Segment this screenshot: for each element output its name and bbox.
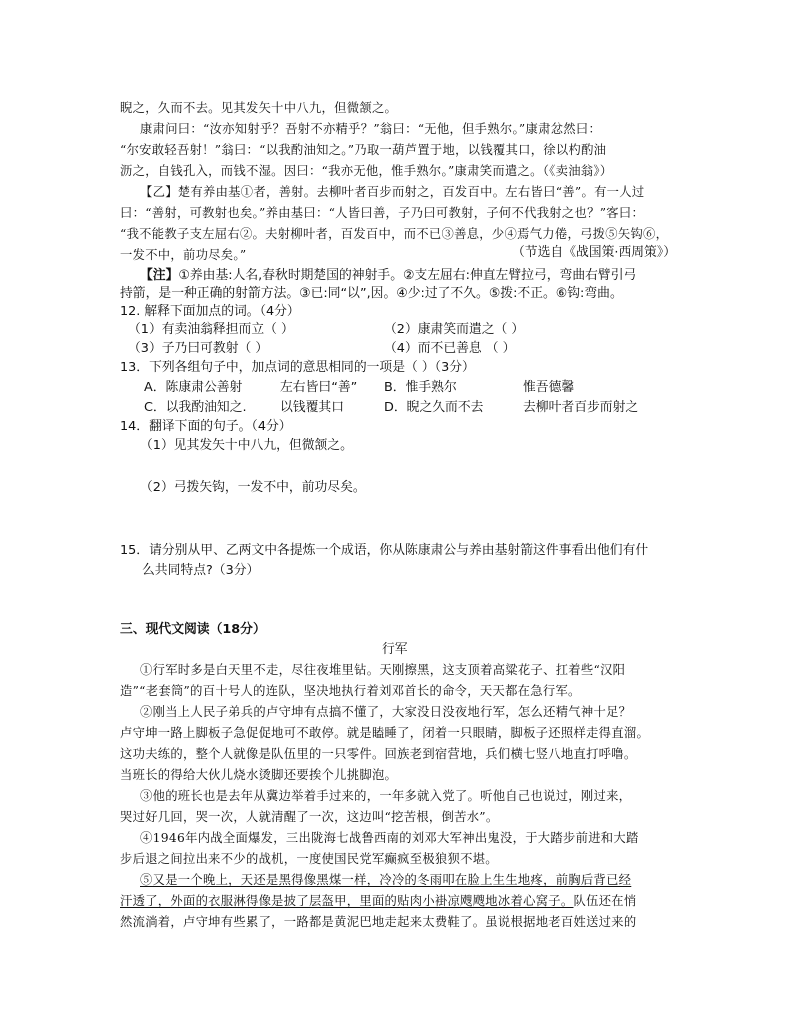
q12-item4: （4）而不已善息 （ ）: [384, 341, 516, 356]
q12-item3: （3）子乃曰可教射（ ）: [128, 341, 269, 356]
q13-option-b1: B．惟手熟尔: [384, 380, 457, 395]
q12-stem: 12. 解释下面加点的词。（4分）: [120, 304, 300, 319]
q13-option-c1: C．以我酌油知之.: [144, 400, 247, 415]
q13-stem: 13．下列各组句子中，加点词的意思相同的一项是（ ）（3分）: [120, 360, 475, 375]
article-title: 行军: [382, 642, 408, 657]
q14-stem: 14．翻译下面的句子。（4分）: [120, 419, 292, 434]
yi-passage-line2: 曰：“善射，可教射也矣。”养由基曰：“人皆曰善，子乃曰可教射，子何不代我射之也？”客曰：: [120, 206, 645, 220]
yi-passage-line3: “我不能教子支左屈右②。夫射柳叶者，百发百中，而不已③善息，少④焉气力倦，弓拨⑤矢钩⑥，: [120, 227, 669, 241]
article-p2-line2: 卢守坤一路上脚板子急促促地可不敢停。就是瞌睡了，闭着一只眼睛，脚板子还照样走得直溜。: [120, 726, 650, 740]
annotation-line1: [140, 268, 636, 284]
q13-option-d2: 去柳叶者百步而射之: [523, 400, 639, 415]
article-p5-line1: [140, 872, 631, 888]
section3-heading: 三、现代文阅读（18分）: [120, 622, 266, 637]
article-p5-line2: [120, 893, 637, 909]
article-p5-line3: 然流淌着，卢守坤有些累了，一路都是黄泥巴地走起来太费鞋了。虽说根据地老百姓送过来的: [120, 915, 637, 929]
yi-passage-line1: 【乙】楚有养由基①者，善射。去柳叶者百步而射之，百发百中。左右皆曰“善”。有一人过: [140, 185, 645, 199]
article-p2-line1: ②刚当上人民子弟兵的卢守坤有点搞不懂了，大家没日没夜地行军，怎么还精气神十足？: [140, 705, 632, 719]
yi-passage-line4: 一发不中，前功尽矣。”: [120, 248, 247, 262]
q13-option-a2: 左右皆曰“善”: [280, 380, 358, 395]
annotation-label: 【注】: [140, 268, 179, 283]
classical-p1: 睨之，久而不去。见其发矢十中八九，但微颔之。: [120, 101, 398, 115]
classical-p2-line1: 康肃问曰：“汝亦知射乎？吾射不亦精乎？”翁曰：“无他，但手熟尔。”康肃忿然曰：: [140, 122, 602, 136]
q13-option-d1: D．睨之久而不去: [384, 400, 484, 415]
article-p1-line2: 造”“老套筒”的百十号人的连队，坚决地执行着刘邓首长的命令，天天都在急行军。: [120, 684, 581, 698]
q15-line2: 么共同特点?（3分）: [142, 563, 260, 578]
article-p2-line3: 这功夫练的，整个人就像是队伍里的一只零件。回族老到宿营地，兵们横七竖八地直打呼噜。: [120, 747, 637, 761]
classical-p2-line2: “尔安敢轻吾射！”翁曰：“以我酌油知之。”乃取一葫芦置于地，以钱覆其口，徐以杓酌油: [120, 143, 607, 157]
q14-sentence1: （1）见其发矢十中八九，但微颔之。: [140, 438, 353, 453]
q14-sentence2: （2）弓拨矢钩，一发不中，前功尽矣。: [140, 480, 366, 495]
q12-item1: （1）有卖油翁释担而立（ ）: [128, 322, 294, 337]
annotation-text1: ①养由基:人名,春秋时期楚国的神射手。②支左屈右:伸直左臂拉弓，弯曲右臂引弓: [178, 268, 637, 283]
q13-option-a1: A．陈康肃公善射: [144, 380, 243, 395]
annotation-line2: 持箭，是一种正确的射箭方法。③已:同“以”,因。④少:过了不久。⑤拨:不正。⑥钩:弯曲。: [120, 286, 623, 301]
q13-option-c2: 以钱覆其口: [280, 400, 344, 415]
article-p4-line2: 步后退之间拉出来不少的战机，一度使国民党军癫疯至极狼狈不堪。: [120, 852, 498, 866]
article-p3-line1: ③他的班长也是去年从冀边举着手过来的，一年多就入党了。听他自己也说过，刚过来，: [140, 789, 632, 803]
article-p5-underlined-2: 汗透了，外面的衣服淋得像是披了层盔甲，里面的贴肉小褂凉飕飕地冰着心窝子。: [120, 894, 574, 908]
q15-line1: 15．请分别从甲、乙两文中各提炼一个成语，你从陈康肃公与养由基射箭这件事看出他们有什: [120, 543, 649, 558]
q12-item2: （2）康肃笑而遣之（ ）: [384, 322, 525, 337]
article-p5-underlined-1: ⑤又是一个晚上，天还是黑得像黑煤一样，冷冷的冬雨叩在脸上生生地疼，前胸后背已经: [140, 873, 632, 887]
article-p4-line1: ④1946年内战全面爆发，三出陇海七战鲁西南的刘邓大军神出鬼没，于大踏步前进和大踏: [140, 831, 639, 845]
yi-passage-source: （节选自《战国策·西周策》）: [512, 245, 677, 260]
q13-option-b2: 惟吾德馨: [523, 380, 575, 395]
article-p2-line4: 当班长的得给大伙儿烧水烫脚还要挨个儿挑脚泡。: [120, 768, 398, 782]
classical-p2-line3: 沥之，自钱孔入，而钱不湿。因曰：“我亦无他，惟手熟尔。”康肃笑而遣之。（《卖油翁》）: [120, 164, 613, 178]
article-p3-line2: 哭过好几回，哭一次，人就清醒了一次，这边叫“挖苦根，倒苦水”。: [120, 810, 499, 824]
article-p5-line2-rest: 队伍还在悄: [573, 894, 637, 908]
article-p1-line1: ①行军时多是白天里不走，尽往夜堆里钻。天刚擦黑，这支顶着高粱花子、扛着些“汉阳: [140, 663, 626, 677]
